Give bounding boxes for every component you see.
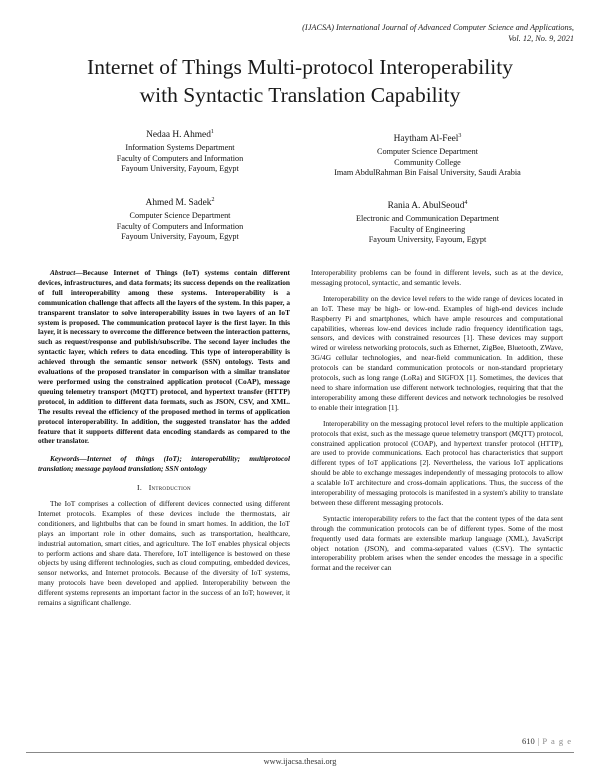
author-affiliation: Fayoum University, Fayoum, Egypt [368, 235, 487, 245]
keywords: Keywords—Internet of things (IoT); interoperability; multiprotocol translation; message payload translation; SSN ontology [38, 454, 290, 474]
paragraph: Interoperability on the messaging protocol level refers to the multiple application protocols that exist, such as the message queue telemetry transport (MQTT) protocol, constrained application protocol (COAP), and hypertext transfer protocol (HTTP), are used to provide communications. Each protocol has characteristics that support different types of IoT applications [2]. Nevertheless, the various IoT applications should be able to exchange messages independently of messaging protocols to allow a scalable IoT architecture and cross-domain applications. Thus, the success of the interoperability of messaging protocols is manifested in a system's ability to translate between these different messaging protocols. [311, 418, 563, 507]
author-affiliation: Electronic and Communication Department [355, 214, 499, 224]
section-heading: I. Introduction [137, 483, 191, 493]
paragraph: Interoperability on the device level refers to the wide range of devices located in an IoT. These may be high- or low-end. Examples of high-end devices include Raspberry Pi and smartphones, which have ample resources and computational capabilities, whereas low-end devices include radio frequency identification tags, sensors, and devices with constrained resources [1]. These devices may support wired or wireless networking protocols, such as Ethernet, ZigBee, Bluetooth, ZWave, 3G/4G cellular technologies, and near-field communication. In addition, these protocols can be standard communication protocols or non-standard proprietary protocols, such as long range (LoRa) and SIGFOX [1]. Sometimes, the devices that need to share information use different network technologies, requiring that that the interoperability among these different devices and network technologies be resolved to enable their integration [1]. [311, 293, 563, 412]
author-affiliation: Faculty of Computers and Information [116, 153, 244, 163]
journal-website-link[interactable]: www.ijacsa.thesai.org [263, 757, 337, 766]
page-number: 610 | P a g e [521, 736, 572, 746]
author-name: Rania A. AbulSeoud$^4$ [387, 200, 468, 212]
left-column [38, 268, 290, 608]
author-affiliation: Computer Science Department [377, 147, 478, 157]
author-affiliation: Fayoum University, Fayoum, Egypt [121, 232, 239, 242]
author-affiliation: Information Systems Department [125, 143, 235, 153]
journal-volume: Vol. 12, No. 9, 2021 [508, 34, 574, 43]
author-block-2 [60, 194, 300, 243]
right-column [311, 268, 563, 573]
author-block-4 [300, 197, 555, 246]
abstract: Abstract—Because Internet of Things (IoT) systems contain different devices, infrastructures, and data formats; its success depends on the realization of full interoperability among these systems. Interoperability is a communication challenge that affects all the layers of the system. In this paper, a transparent translator to solve interoperability issues in two layers of an IoT system is proposed. The communication protocol layer is the first layer. In this layer, it is necessary to overcome the difference between the interaction patterns, such as request/response and publish/subscribe. The second layer includes the syntactic layer, which refers to data encoding. This type of interoperability is achieved through the semantic sensor network (SSN) ontology. Tests and evaluations of the proposed translator in comparison with a similar translator were performed using the constrained application protocol (CoAP), message queuing telemetry transport (MQTT) protocol, and hypertext transfer (HTTP) protocol, in addition to different data formats, such as JSON, CSV, and XML. The results reveal the efficiency of the proposed method in terms of application protocol interoperability. In addition, the suggested translator has the added feature that it supports different data encoding standards as compared to the other translator. [38, 268, 290, 446]
paragraph: Interoperability problems can be found in different levels, such as at the device, messaging protocol, syntactic, and semantic levels. [311, 268, 563, 287]
author-affiliation: Faculty of Computers and Information [116, 221, 244, 231]
author-name: Haytham Al-Feel$^3$ [393, 133, 462, 145]
author-affiliation: Community College [394, 157, 461, 167]
intro-paragraph: The IoT comprises a collection of different devices connected using different Internet protocols. Examples of these devices include the thermostats, air conditioners, and lightbulbs that can be found in smart homes. In addition, the IoT plays an important role in other domains, such as transportation, healthcare, industrial automation, smart cities, and agriculture. The IoT enables physical objects to perform actions and share data. Therefore, IoT intelligence is bestowed on these objects by using different technologies, such as cloud computing, embedded devices, sensor networks, and Internet protocols. Because of the diversity of IoT systems, many protocols have been developed and applied. Interoperability between the different systems represents an important factor in the success of an IoT; however, it remains a significant challenge. [38, 499, 290, 608]
title-line-1: Internet of Things Multi-protocol Interoperability [87, 55, 513, 79]
author-block-3 [300, 130, 555, 179]
author-name: Nedaa H. Ahmed$^1$ [146, 129, 214, 141]
title-line-2: with Syntactic Translation Capability [139, 83, 461, 107]
author-block-1 [60, 126, 300, 175]
author-affiliation: Faculty of Engineering [389, 224, 466, 234]
author-affiliation: Computer Science Department [129, 211, 231, 221]
paper-title [40, 53, 560, 109]
footer-divider [26, 752, 574, 753]
journal-name: (IJACSA) International Journal of Advanced Computer Science and Applications, [302, 23, 574, 32]
author-affiliation: Fayoum University, Fayoum, Egypt [121, 164, 239, 174]
journal-header [302, 22, 574, 44]
author-affiliation: Imam AbdulRahman Bin Faisal University, Saudi Arabia [334, 168, 521, 178]
author-name: Ahmed M. Sadek$^2$ [145, 197, 215, 209]
paragraph: Syntactic interoperability refers to the fact that the content types of the data sent through the communication protocols can be of different types. Some of the most frequently used data formats are extensible markup language (XML), JavaScript object notation (JSON), and comma-separated values (CSV). The syntactic interoperability problem arises when the sender encodes the message in a specific format and the receiver can [311, 513, 563, 573]
